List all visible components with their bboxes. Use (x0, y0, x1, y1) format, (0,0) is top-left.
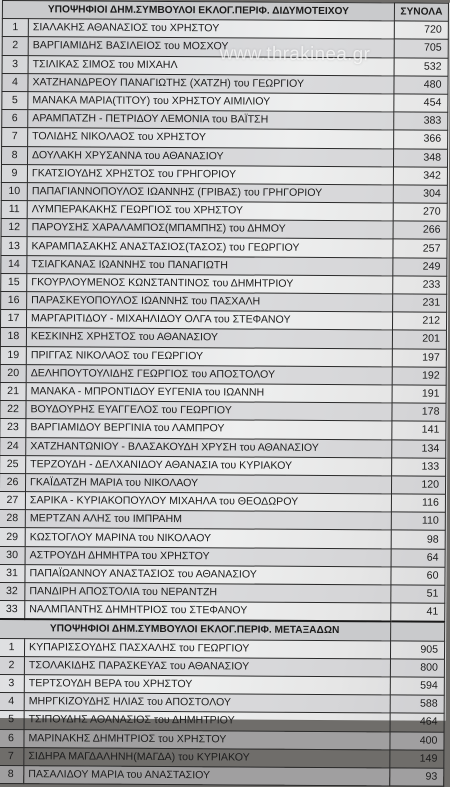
table-row (1, 237, 447, 258)
table-row (0, 401, 446, 422)
candidate-name: ΝΑΛΜΠΑΝΤΗΣ ΔΗΜΗΤΡΙΟΣ του ΣΤΕΦΑΝΟΥ (25, 601, 391, 622)
section1-title: ΥΠΟΨΗΦΙΟΙ ΔΗΜ.ΣΥΜΒΟΥΛΟΙ ΕΚΛΟΓ.ΠΕΡΙΦ. ΔΙΔΥΜΟΤΕΙΧΟΥ (2, 1, 394, 22)
candidate-name: ΔΟΥΛΑΚΗ ΧΡΥΣΑΝΝΑ του ΑΘΑΝΑΣΙΟΥ (27, 146, 393, 166)
table-row (1, 273, 447, 294)
vote-total: 720 (394, 21, 448, 40)
vote-total: 116 (391, 494, 445, 513)
table-row (0, 674, 444, 695)
table-row (0, 346, 446, 367)
vote-total: 178 (392, 403, 446, 422)
vote-total: 191 (392, 385, 446, 404)
table-row (2, 19, 448, 40)
row-number: 24 (0, 437, 26, 455)
row-number: 32 (0, 583, 25, 601)
vote-total: 454 (394, 94, 448, 113)
vote-total: 532 (394, 57, 448, 76)
table-row (1, 146, 447, 167)
candidate-name: ΛΥΜΠΕΡΑΚΑΚΗΣ ΓΕΩΡΓΙΟΣ του ΧΡΗΣΤΟΥ (27, 201, 393, 221)
table-row (0, 583, 445, 604)
candidate-name: ΑΡΑΜΠΑΤΖΗ - ΠΕΤΡΙΔΟΥ ΛΕΜΟΝΙΑ του ΒΑΪΤΣΗ (28, 110, 394, 130)
section2-rows (0, 638, 445, 786)
row-number: 2 (0, 656, 24, 674)
candidate-name: ΜΑΡΙΝΑΚΗΣ ΔΗΜΗΤΡΙΟΣ του ΧΡΗΣΤΟΥ (24, 729, 390, 749)
table-row (1, 219, 447, 240)
vote-total: 594 (390, 677, 444, 696)
candidate-name: ΚΩΣΤΟΓΛΟΥ ΜΑΡΙΝΑ του ΝΙΚΟΛΑΟΥ (25, 528, 391, 548)
table-row (0, 711, 444, 732)
candidate-name: ΜΑΝΑΚΑ - ΜΠΡΟΝΤΙΔΟΥ ΕΥΓΕΝΙΑ του ΙΩΑΝΝΗ (26, 383, 392, 403)
section2-header-blank (391, 622, 445, 641)
table-row (0, 510, 445, 531)
table-row (0, 765, 444, 786)
vote-total: 270 (393, 203, 447, 222)
vote-total: 192 (392, 367, 446, 386)
row-number: 10 (1, 182, 27, 200)
candidate-name: ΠΑΝΔΙΡΗ ΑΠΟΣΤΟΛΙΑ του ΝΕΡΑΝΤΖΗ (25, 583, 391, 603)
candidate-name: ΤΣΟΛΑΚΙΔΗΣ ΠΑΡΑΣΚΕΥΑΣ του ΑΘΑΝΑΣΙΟΥ (24, 656, 390, 676)
candidate-name: ΚΥΠΑΡΙΣΣΟΥΔΗΣ ΠΑΣΧΑΛΗΣ του ΓΕΩΡΓΙΟΥ (24, 638, 390, 658)
candidate-name: ΧΑΤΖΗΑΝΤΩΝΙΟΥ - ΒΛΑΣΑΚΟΥΔΗ ΧΡΥΣΗ του ΑΘΑΝΑΣΙΟΥ (26, 437, 392, 457)
section2-title: ΥΠΟΨΗΦΙΟΙ ΔΗΜ.ΣΥΜΒΟΥΛΟΙ ΕΚΛΟΓ.ΠΕΡΙΦ. ΜΕΤΑΞΑΔΩΝ (0, 619, 391, 640)
table-row (0, 492, 445, 513)
candidate-name: ΒΑΡΓΙΑΜΙΔΟΥ ΒΕΡΓΙΝΙΑ του ΛΑΜΠΡΟΥ (26, 419, 392, 439)
candidate-name: ΣΙΑΛΑΚΗΣ ΑΘΑΝΑΣΙΟΣ του ΧΡΗΣΤΟΥ (28, 19, 394, 39)
candidate-name: ΤΕΡΤΣΟΥΔΗ ΒΕΡΑ του ΧΡΗΣΤΟΥ (24, 675, 390, 695)
vote-total: 266 (393, 221, 447, 240)
table-row (0, 419, 446, 440)
candidate-name: ΤΣΙΑΓΚΑΝΑΣ ΙΩΑΝΝΗΣ του ΠΑΝΑΓΙΩΤΗ (27, 255, 393, 275)
row-number: 2 (2, 37, 28, 55)
candidate-name: ΠΑΡΑΣΚΕΥΟΠΟΥΛΟΣ ΙΩΑΝΝΗΣ του ΠΑΣΧΑΛΗ (27, 292, 393, 312)
section2-header-row (0, 619, 445, 640)
table-row (1, 164, 447, 185)
candidate-name: ΣΙΔΗΡΑ ΜΑΓΔΑΛΗΝΗ(ΜΑΓΔΑ) του ΚΥΡΙΑΚΟΥ (24, 747, 390, 767)
row-number: 27 (0, 492, 25, 510)
table-row (0, 455, 446, 476)
candidate-name: ΤΕΡΖΟΥΔΗ - ΔΕΛΧΑΝΙΔΟΥ ΑΘΑΝΑΣΙΑ του ΚΥΡΙΑΚΟΥ (26, 455, 392, 475)
vote-total: 93 (390, 768, 444, 787)
row-number: 21 (0, 382, 26, 400)
row-number: 6 (2, 110, 28, 128)
table-row (0, 364, 446, 385)
row-number: 33 (0, 601, 25, 620)
row-number: 5 (0, 711, 24, 729)
candidate-name: ΠΑΠΑΓΙΑΝΝΟΠΟΥΛΟΣ ΙΩΑΝΝΗΣ (ΓΡΙΒΑΣ) του ΓΡΗΓΟΡΙΟΥ (27, 183, 393, 203)
candidate-name: ΑΣΤΡΟΥΔΗ ΔΗΜΗΤΡΑ του ΧΡΗΣΤΟΥ (25, 546, 391, 566)
vote-total: 60 (391, 567, 445, 586)
table-row (0, 528, 445, 549)
row-number: 1 (0, 638, 25, 656)
candidate-name: ΜΗΡΓΚΙΖΟΥΔΗΣ ΗΛΙΑΣ του ΑΠΟΣΤΟΛΟΥ (24, 693, 390, 713)
candidate-name: ΜΑΡΓΑΡΙΤΙΔΟΥ - ΜΙΧΑΗΛΙΔΟΥ ΟΛΓΑ του ΣΤΕΦΑΝΟΥ (26, 310, 392, 330)
vote-total: 212 (392, 312, 446, 331)
vote-total: 120 (391, 476, 445, 495)
candidate-name: ΓΚΑΤΣΙΟΥΔΗΣ ΧΡΗΣΤΟΣ του ΓΡΗΓΟΡΙΟΥ (27, 164, 393, 184)
candidate-name: ΓΚΑΪΔΑΤΖΗ ΜΑΡΙΑ του ΝΙΚΟΛΑΟΥ (25, 474, 391, 494)
row-number: 4 (0, 693, 24, 711)
row-number: 22 (0, 401, 26, 419)
table-row (0, 638, 445, 659)
row-number: 14 (1, 255, 27, 273)
row-number: 8 (1, 146, 27, 164)
row-number: 8 (0, 765, 24, 783)
row-number: 7 (0, 747, 24, 765)
vote-total: 800 (390, 659, 444, 678)
row-number: 11 (1, 201, 27, 219)
section1-header-row (2, 1, 448, 22)
row-number: 29 (0, 528, 25, 546)
vote-total: 366 (394, 130, 448, 149)
candidate-name: ΠΡΙΓΓΑΣ ΝΙΚΟΛΑΟΣ του ΓΕΩΡΓΙΟΥ (26, 346, 392, 366)
candidate-name: ΠΑΠΑΪΩΑΝΝΟΥ ΑΝΑΣΤΑΣΙΟΣ του ΑΘΑΝΑΣΙΟΥ (25, 564, 391, 584)
row-number: 18 (0, 328, 26, 346)
vote-total: 905 (390, 640, 444, 659)
row-number: 12 (1, 219, 27, 237)
row-number: 20 (0, 364, 26, 382)
vote-total: 342 (393, 167, 447, 186)
row-number: 3 (0, 674, 24, 692)
table-row (0, 656, 444, 677)
vote-total: 233 (393, 276, 447, 295)
candidate-name: ΒΑΡΓΙΑΜΙΔΗΣ ΒΑΣΙΛΕΙΟΣ του ΜΟΣΧΟΥ (28, 37, 394, 57)
table-row (2, 110, 448, 131)
candidate-name: ΚΑΡΑΜΠΑΣΑΚΗΣ ΑΝΑΣΤΑΣΙΟΣ(ΤΑΣΟΣ) του ΓΕΩΡΓΙΟΥ (27, 237, 393, 257)
candidate-name: ΠΑΡΟΥΣΗΣ ΧΑΡΑΛΑΜΠΟΣ(ΜΠΑΜΠΗΣ) του ΔΗΜΟΥ (27, 219, 393, 239)
candidate-name: ΣΑΡΙΚΑ - ΚΥΡΙΑΚΟΠΟΥΛΟΥ ΜΙΧΑΗΛΑ του ΘΕΟΔΩΡΟΥ (25, 492, 391, 512)
candidate-name: ΧΑΤΖΗΑΝΔΡΕΟΥ ΠΑΝΑΓΙΩΤΗΣ (ΧΑΤΖΗ) του ΓΕΩΡΓΙΟΥ (28, 73, 394, 93)
table-row (0, 747, 444, 768)
row-number: 6 (0, 729, 24, 747)
table-row (0, 310, 446, 331)
table-row (2, 128, 448, 149)
vote-total: 588 (390, 695, 444, 714)
candidate-name: ΔΕΛΗΠΟΥΤΟΥΛΙΔΗΣ ΓΕΩΡΓΙΟΣ του ΑΠΟΣΤΟΛΟΥ (26, 364, 392, 384)
row-number: 15 (1, 273, 27, 291)
table-row (1, 292, 447, 313)
row-number: 19 (0, 346, 26, 364)
vote-total: 133 (392, 458, 446, 477)
candidate-name: ΤΣΙΠΟΥΔΗΣ ΑΘΑΝΑΣΙΟΣ του ΔΗΜΗΤΡΙΟΥ (24, 711, 390, 731)
row-number: 3 (2, 55, 28, 73)
table-row (0, 473, 446, 494)
row-number: 23 (0, 419, 26, 437)
vote-total: 400 (390, 731, 444, 750)
row-number: 16 (1, 292, 27, 310)
table-row (0, 546, 445, 567)
candidate-name: ΒΟΥΔΟΥΡΗΣ ΕΥΑΓΓΕΛΟΣ του ΓΕΩΡΓΙΟΥ (26, 401, 392, 421)
candidate-name: ΓΚΟΥΡΛΟΥΜΕΝΟΣ ΚΩΝΣΤΑΝΤΙΝΟΣ του ΔΗΜΗΤΡΙΟΥ (27, 273, 393, 293)
table-row (0, 693, 444, 714)
vote-total: 304 (393, 185, 447, 204)
vote-total: 348 (393, 148, 447, 167)
vote-total: 134 (392, 439, 446, 458)
row-number: 7 (2, 128, 28, 146)
section2-header (0, 619, 445, 640)
row-number: 30 (0, 546, 25, 564)
table-row (2, 91, 448, 112)
table-row (0, 437, 446, 458)
vote-total: 201 (392, 330, 446, 349)
candidate-name: ΤΣΙΛΙΚΑΣ ΣΙΜΟΣ του ΜΙΧΑΗΛ (28, 55, 394, 75)
vote-total: 51 (391, 585, 445, 604)
vote-total: 149 (390, 750, 444, 769)
vote-total: 41 (391, 603, 445, 622)
row-number: 13 (1, 237, 27, 255)
vote-total: 383 (394, 112, 448, 131)
candidate-name: ΜΑΝΑΚΑ ΜΑΡΙΑ(ΤΙΤΟΥ) του ΧΡΗΣΤΟΥ ΑΙΜΙΛΙΟΥ (28, 92, 394, 112)
watermark-text: www.thrakinea.gr (219, 43, 371, 66)
vote-total: 141 (392, 421, 446, 440)
table-row (1, 201, 447, 222)
row-number: 1 (2, 19, 28, 37)
row-number: 31 (0, 564, 25, 582)
table-row (1, 182, 447, 203)
table-row (1, 255, 447, 276)
candidate-name: ΜΕΡΤΖΑΝ ΑΛΗΣ του ΙΜΠΡΑΗΜ (25, 510, 391, 530)
vote-total: 197 (392, 348, 446, 367)
section1-rows (0, 19, 448, 622)
table-row (0, 328, 446, 349)
row-number: 26 (0, 473, 26, 491)
vote-total: 231 (393, 294, 447, 313)
vote-total: 110 (391, 512, 445, 531)
totals-column-header: ΣΥΝΟΛΑ (394, 3, 448, 22)
row-number: 28 (0, 510, 25, 528)
vote-total: 480 (394, 76, 448, 95)
candidate-name: ΚΕΣΚΙΝΗΣ ΧΡΗΣΤΟΣ του ΑΘΑΝΑΣΙΟΥ (26, 328, 392, 348)
vote-total: 98 (391, 530, 445, 549)
table-row (0, 382, 446, 403)
row-number: 25 (0, 455, 26, 473)
candidate-name: ΤΟΛΙΔΗΣ ΝΙΚΟΛΑΟΣ του ΧΡΗΣΤΟΥ (28, 128, 394, 148)
vote-total: 249 (393, 258, 447, 277)
table-row (0, 729, 444, 750)
vote-total: 64 (391, 549, 445, 568)
row-number: 17 (0, 310, 26, 328)
table-row (0, 564, 445, 585)
row-number: 5 (2, 91, 28, 109)
vote-total: 257 (393, 239, 447, 258)
vote-total: 705 (394, 39, 448, 58)
row-number: 4 (2, 73, 28, 91)
row-number: 9 (1, 164, 27, 182)
candidate-name: ΠΑΣΑΛΙΔΟΥ ΜΑΡΙΑ του ΑΝΑΣΤΑΣΙΟΥ (24, 766, 390, 786)
vote-total: 464 (390, 713, 444, 732)
table-row (2, 73, 448, 94)
